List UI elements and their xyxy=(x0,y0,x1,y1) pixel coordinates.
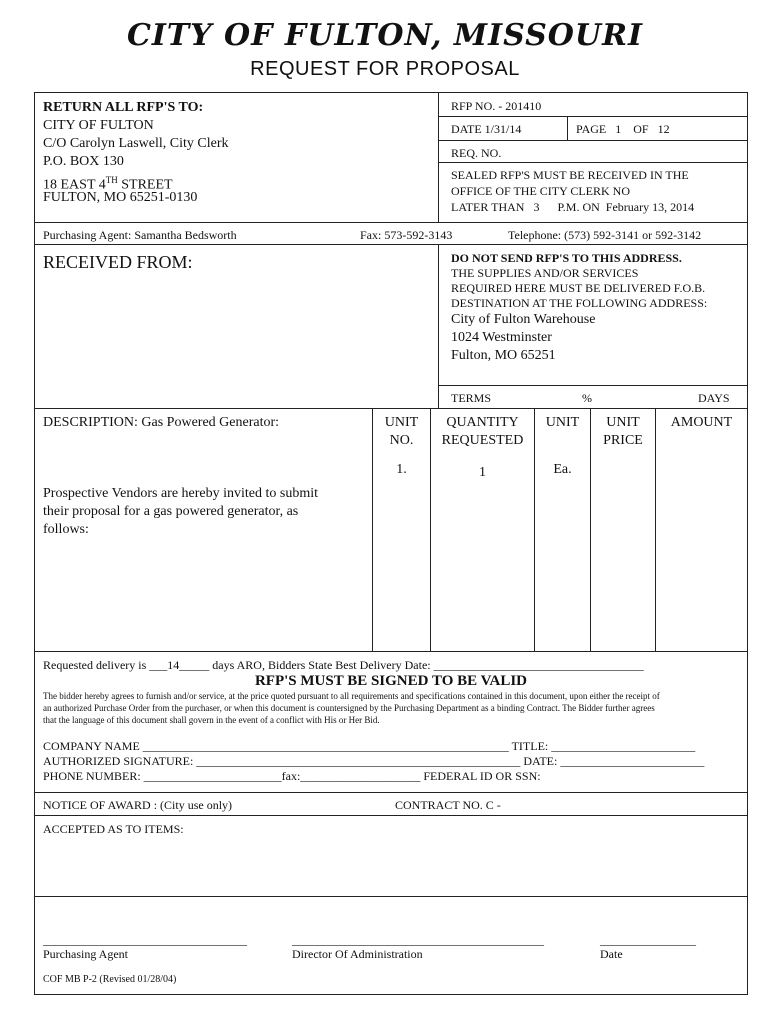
must-sign-notice: RFP'S MUST BE SIGNED TO BE VALID xyxy=(254,673,528,689)
director-signature-label: Director Of Administration xyxy=(292,947,423,961)
return-line-2: C/O Carolyn Laswell, City Clerk xyxy=(43,136,229,151)
terms-percent: % xyxy=(582,391,592,405)
delivery-request-line: Requested delivery is ___14_____ days ARO, Bidders State Best Delivery Date: ___________________________________ xyxy=(43,658,644,672)
row-unit-no: 1. xyxy=(396,462,407,477)
agreement-line-2: an authorized Purchase Order from the purchaser, or when this document is countersigned by the Purchasing Department as a binding Contract. The Bidder further agrees xyxy=(43,703,655,713)
delivery-line-2: REQUIRED HERE MUST BE DELIVERED F.O.B. xyxy=(451,281,706,295)
terms-label: TERMS xyxy=(451,391,492,405)
contract-number: CONTRACT NO. C - xyxy=(395,798,501,812)
rfp-page: PAGE 1 OF 12 xyxy=(576,122,670,136)
received-from-label: RECEIVED FROM: xyxy=(43,252,193,272)
delivery-line-1: THE SUPPLIES AND/OR SERVICES xyxy=(451,266,639,280)
sealed-line-2: OFFICE OF THE CITY CLERK NO xyxy=(451,184,631,198)
return-line-3: P.O. BOX 130 xyxy=(43,154,124,169)
phone-number-line[interactable]: PHONE NUMBER: _______________________fax:____________________ FEDERAL ID OR SSN: xyxy=(43,769,541,783)
invitation-line-3: follows: xyxy=(43,522,89,537)
req-number: REQ. NO. xyxy=(451,146,502,160)
director-signature-line[interactable]: __________________________________________ xyxy=(292,933,544,947)
return-city: FULTON, MO 65251-0130 xyxy=(43,190,198,205)
delivery-address-2: 1024 Westminster xyxy=(451,330,552,345)
return-heading: RETURN ALL RFP'S TO: xyxy=(43,100,204,115)
row-quantity: 1 xyxy=(479,465,486,480)
rfp-number: RFP NO. - 201410 xyxy=(451,99,542,113)
sealed-line-1: SEALED RFP'S MUST BE RECEIVED IN THE xyxy=(451,168,689,182)
delivery-address-3: Fulton, MO 65251 xyxy=(451,348,556,363)
fax-number: Fax: 573-592-3143 xyxy=(360,228,453,242)
header-amount: AMOUNT xyxy=(670,415,733,430)
return-street: 18 EAST 4TH STREET xyxy=(43,175,173,193)
terms-days: DAYS xyxy=(698,391,730,405)
city-title: CITY OF FULTON, MISSOURI xyxy=(126,18,644,53)
delivery-address-1: City of Fulton Warehouse xyxy=(451,312,596,327)
agreement-line-3: that the language of this document shall govern in the event of a conflict with His or Her Bid. xyxy=(43,715,380,725)
authorized-signature-line[interactable]: AUTHORIZED SIGNATURE: ______________________________________________________ DATE: ________________________ xyxy=(43,754,705,768)
agent-signature-label: Purchasing Agent xyxy=(43,947,128,961)
date-signature-label: Date xyxy=(600,947,623,961)
telephone-number: Telephone: (573) 592-3141 or 592-3142 xyxy=(508,228,702,242)
agreement-line-1: The bidder hereby agrees to furnish and/or service, at the price quoted pursuant to all requirements and specifications contained in this document, upon either the receipt of xyxy=(43,691,660,701)
accepted-items: ACCEPTED AS TO ITEMS: xyxy=(43,822,184,836)
purchasing-agent: Purchasing Agent: Samantha Bedsworth xyxy=(43,228,237,242)
agent-signature-line[interactable]: __________________________________ xyxy=(43,933,247,947)
form-footer: COF MB P-2 (Revised 01/28/04) xyxy=(43,974,177,985)
notice-of-award: NOTICE OF AWARD : (City use only) xyxy=(43,798,233,812)
delivery-warning: DO NOT SEND RFP'S TO THIS ADDRESS. xyxy=(451,251,682,265)
header-quantity: QUANTITY REQUESTED xyxy=(441,415,524,448)
sealed-line-3: LATER THAN 3 P.M. ON February 13, 2014 xyxy=(451,200,695,214)
header-unit-price: UNIT PRICE xyxy=(603,415,643,448)
delivery-line-3: DESTINATION AT THE FOLLOWING ADDRESS: xyxy=(451,296,708,310)
company-name-line[interactable]: COMPANY NAME _____________________________________________________________ TITLE: ________________________ xyxy=(43,739,696,753)
return-line-1: CITY OF FULTON xyxy=(43,118,154,133)
date-signature-line[interactable]: ________________ xyxy=(600,933,696,947)
item-description: DESCRIPTION: Gas Powered Generator: xyxy=(43,415,280,430)
row-unit: Ea. xyxy=(553,462,572,477)
header-unit-no: UNIT NO. xyxy=(384,415,419,448)
rfp-date: DATE 1/31/14 xyxy=(451,122,522,136)
invitation-line-1: Prospective Vendors are hereby invited to submit xyxy=(43,486,319,501)
form-subtitle: REQUEST FOR PROPOSAL xyxy=(250,58,520,80)
invitation-line-2: their proposal for a gas powered generator, as xyxy=(43,504,299,519)
header-unit: UNIT xyxy=(545,415,580,430)
